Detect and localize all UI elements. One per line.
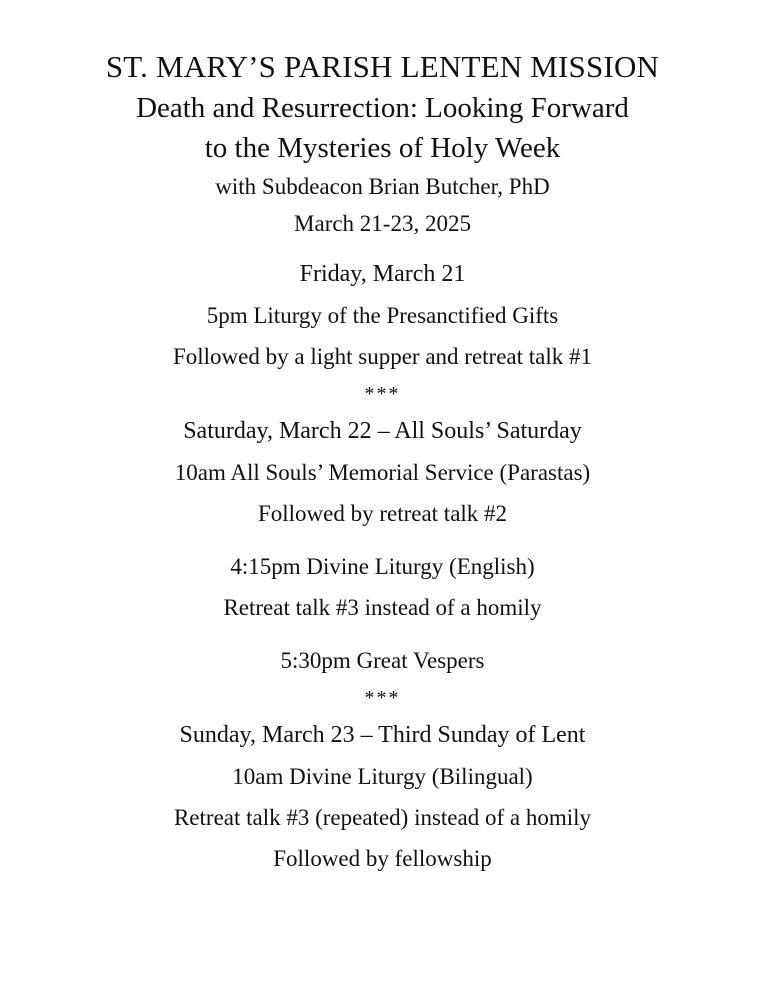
mission-dates: March 21-23, 2025	[294, 211, 471, 236]
sunday-line-1: 10am Divine Liturgy (Bilingual)	[232, 764, 533, 789]
mission-subtitle-line-1: Death and Resurrection: Looking Forward	[136, 92, 629, 124]
saturday-line-1: 10am All Souls’ Memorial Service (Parastas)	[174, 460, 591, 485]
sunday-line-2: Retreat talk #3 (repeated) instead of a homily	[173, 805, 592, 830]
flyer-title: ST. MARY’S PARISH LENTEN MISSION	[105, 49, 660, 84]
saturday-line-3: 4:15pm Divine Liturgy (English)	[230, 554, 535, 579]
saturday-line-2: Followed by retreat talk #2	[257, 501, 508, 526]
presenter: with Subdeacon Brian Butcher, PhD	[215, 174, 550, 199]
separator-2: ***	[364, 687, 401, 709]
separator-1: ***	[364, 383, 401, 405]
sunday-line-3: Followed by fellowship	[273, 846, 492, 871]
friday-heading: Friday, March 21	[299, 261, 466, 287]
mission-subtitle-line-2: to the Mysteries of Holy Week	[204, 132, 561, 164]
saturday-heading: Saturday, March 22 – All Souls’ Saturday	[183, 418, 582, 444]
friday-line-2: Followed by a light supper and retreat talk #1	[172, 344, 592, 369]
saturday-line-5: 5:30pm Great Vespers	[280, 648, 485, 673]
saturday-line-4: Retreat talk #3 instead of a homily	[223, 595, 542, 620]
sunday-heading: Sunday, March 23 – Third Sunday of Lent	[179, 722, 586, 748]
friday-line-1: 5pm Liturgy of the Presanctified Gifts	[206, 303, 559, 328]
